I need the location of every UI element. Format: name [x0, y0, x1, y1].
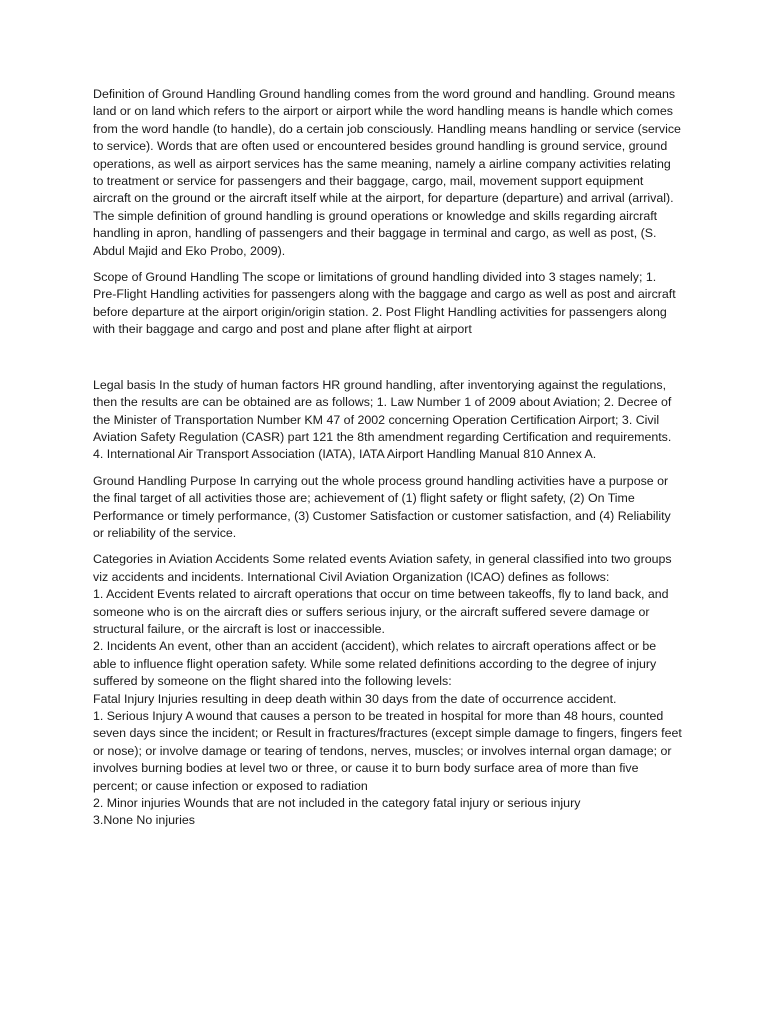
paragraph-ground-handling-purpose: Ground Handling Purpose In carrying out the whole process ground handling activities have a purpose or the final target of all activities those are; achievement of (1) flight safety or flight safety, (2) On Time Performance or timely performance, (3) Customer Satisfaction or customer satisfaction, and (4) Reliability or reliability of the service.	[93, 473, 671, 540]
injury-fatal: Fatal Injury Injuries resulting in deep death within 30 days from the date of occurrence accident.	[93, 691, 617, 706]
paragraph-scope-ground-handling: Scope of Ground Handling The scope or limitations of ground handling divided into 3 stages namely; 1. Pre-Flight Handling activities for passengers along with the baggage and cargo as well as post and aircraft before departure at the airport origin/origin station. 2. Post Flight Handling activities for passengers along with their baggage and cargo and post and plane after flight at airport	[93, 270, 676, 337]
document-page	[93, 86, 683, 830]
injury-serious: 1. Serious Injury A wound that causes a person to be treated in hospital for more than 48 hours, counted seven days since the incident; or Result in fractures/fractures (except simple damage to fingers, fingers feet or nose); or involve damage or tearing of tendons, nerves, muscles; or involves internal organ damage; or involves burning bodies at level two or three, or cause it to burn body surface area of more than five percent; or cause infection or exposed to radiation	[93, 709, 682, 793]
injury-none: 3.None No injuries	[93, 813, 195, 828]
categories-intro: Categories in Aviation Accidents Some related events Aviation safety, in general classified into two groups viz accidents and incidents. International Civil Aviation Organization (ICAO) defines as follows:	[93, 552, 672, 584]
category-accident: 1. Accident Events related to aircraft operations that occur on time between takeoffs, fly to land back, and someone who is on the aircraft dies or suffers serious injury, or the aircraft suffered severe damage or structural failure, or the aircraft is lost or inaccessible.	[93, 587, 669, 636]
category-incident: 2. Incidents An event, other than an accident (accident), which relates to aircraft operations affect or be able to influence flight operation safety. While some related definitions according to the degree of injury suffered by someone on the flight shared into the following levels:	[93, 639, 657, 689]
paragraph-definition-ground-handling: Definition of Ground Handling Ground handling comes from the word ground and handling. Ground means land or on land which refers to the airport or airport while the word handling means is handle which comes from the word handle (to handle), do a certain job consciously. Handling means handling or service (service to service). Words that are often used or encountered besides ground handling is ground service, ground operations, as well as airport services has the same meaning, namely a airline company activities relating to treatment or service for passengers and their baggage, cargo, mail, movement support equipment aircraft on the ground or the aircraft itself while at the airport, for departure (departure) and arrival (arrival). The simple definition of ground handling is ground operations or knowledge and skills regarding aircraft handling in apron, handling of passengers and their baggage in terminal and cargo, as well as post, (S. Abdul Majid and Eko Probo, 2009).	[93, 87, 681, 258]
injury-minor: 2. Minor injuries Wounds that are not included in the category fatal injury or serious injury	[93, 796, 581, 811]
paragraph-legal-basis: Legal basis In the study of human factors HR ground handling, after inventorying against the regulations, then the results are can be obtained are as follows; 1. Law Number 1 of 2009 about Aviation; 2. Decree of the Minister of Transportation Number KM 47 of 2002 concerning Operation Certification Airport; 3. Civil Aviation Safety Regulation (CASR) part 121 the 8th amendment regarding Certification and requirements. 4. International Air Transport Association (IATA), IATA Airport Handling Manual 810 Annex A.	[93, 377, 672, 462]
section-accident-categories	[93, 551, 683, 830]
